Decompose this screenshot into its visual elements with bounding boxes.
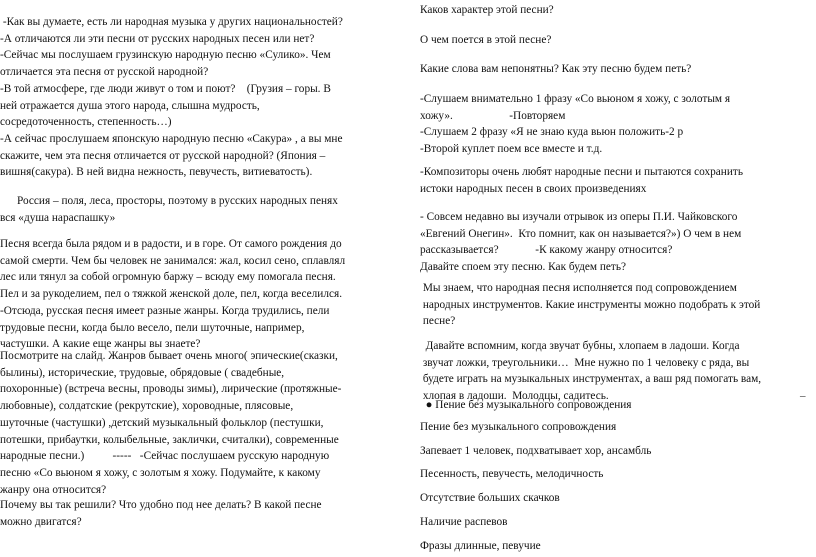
left-paragraph: [0, 348, 341, 498]
left-paragraph: [0, 236, 345, 353]
right-paragraph: [420, 209, 741, 276]
text-line: ● Пение без музыкального сопровождения: [420, 399, 632, 411]
text-line: частушки. А какие еще жанры вы знаете?: [0, 338, 201, 351]
text-line: самой смерти. Чем бы человек не занимался: жал, косил сено, сплавлял: [0, 254, 346, 267]
text-line: скажите, чем эта песня отличается от русской народной? (Япония –: [0, 149, 326, 162]
right-paragraph: [420, 91, 730, 158]
text-line: потешки, прибаутки, колыбельные, заклички, считалки), современные: [0, 433, 339, 446]
text-line: Мы знаем, что народная песня исполняется под сопровождением: [420, 282, 737, 294]
text-line: - Совсем недавно вы изучали отрывок из оперы П.И. Чайковского: [420, 211, 738, 223]
text-line: истоки народных песен в своих произведениях: [420, 182, 647, 195]
text-line: народные песни.) ----- -Сейчас послушаем русскую народную: [0, 450, 330, 463]
text-line: песню «Со вьюном я хожу, с золотым я хожу. Подумайте, к какому: [0, 466, 321, 479]
right-paragraph: [420, 338, 761, 405]
left-paragraph: [0, 14, 343, 181]
text-line: Песня всегда была рядом и в радости, и в горе. От самого рождения до: [0, 238, 342, 250]
text-line: отличается эта песня от русской народной?: [0, 66, 209, 79]
text-line: жанру она относится?: [0, 483, 107, 496]
text-line: -А отличаются ли эти песни от русских народных песен или нет?: [0, 32, 315, 45]
text-line: Давайте вспомним, когда звучат бубны, хлопаем в ладоши. Когда: [420, 340, 740, 352]
text-line: похоронные) (встреча весны, проводы зимы), лирические (протяжные-: [0, 383, 342, 396]
text-line: -Как вы думаете, есть ли народная музыка у других национальностей?: [0, 16, 343, 28]
text-line: Запевает 1 человек, подхватывает хор, ансамбль: [420, 445, 652, 457]
text-line: Песенность, певучесть, мелодичность: [420, 468, 604, 480]
right-paragraph: [420, 419, 616, 436]
right-paragraph: [420, 397, 632, 414]
left-paragraph: [0, 497, 322, 530]
text-line: хожу». -Повторяем: [420, 109, 566, 122]
right-paragraph: [420, 280, 760, 330]
right-paragraph: [420, 466, 603, 483]
right-paragraph: [420, 490, 560, 507]
text-line: -Слушаем внимательно 1 фразу «Со вьюном я хожу, с золотым я: [420, 93, 731, 105]
text-line: вся «душа нараспашку»: [0, 211, 116, 224]
text-line: Давайте споем эту песню. Как будем петь?: [420, 261, 627, 274]
text-line: Каков характер этой песни?: [420, 4, 554, 16]
text-line: Фразы длинные, певучие: [420, 540, 541, 552]
text-line: «Евгений Онегин». Кто помнит, как он называется?») О чем в нем: [420, 227, 742, 240]
text-line: песне?: [420, 315, 456, 328]
text-line: Пел и за рукоделием, пел о тяжкой женской доле, пел, когда веселился.: [0, 288, 343, 301]
text-line: звучат ложки, треугольники… Мне нужно по 1 человеку с ряда, вы: [420, 356, 750, 369]
dash-mark: _: [800, 386, 806, 398]
text-line: трудовые песни, когда было весело, пели шуточные, например,: [0, 321, 305, 334]
text-line: Посмотрите на слайд. Жанров бывает очень много( эпические(сказки,: [0, 350, 338, 362]
text-line: Пение без музыкального сопровождения: [420, 421, 617, 433]
text-line: -Слушаем 2 фразу «Я не знаю куда вьюн положить-2 р: [420, 126, 684, 139]
text-line: -А сейчас прослушаем японскую народную песню «Сакура» , а вы мне: [0, 132, 343, 145]
text-line: -Сейчас мы послушаем грузинскую народную песню «Сулико». Чем: [0, 49, 331, 62]
text-line: ней отражается душа этого народа, слышна мудрость,: [0, 99, 260, 112]
right-paragraph: [420, 164, 743, 197]
right-paragraph: [420, 514, 508, 531]
text-line: лес или тянул за собой огромную баржу – всюду ему помогала песня.: [0, 271, 336, 284]
text-line: сосредоточенность, степенность…): [0, 116, 172, 129]
text-line: -Композиторы очень любят народные песни и пытаются сохранить: [420, 166, 743, 178]
text-line: Отсутствие больших скачков: [420, 492, 560, 504]
text-line: рассказывается? -К какому жанру относится?: [420, 244, 673, 257]
text-line: -Отсюда, русская песня имеет разные жанры. Когда трудились, пели: [0, 304, 330, 317]
text-line: былины), исторические, трудовые, обрядовые ( свадебные,: [0, 366, 285, 379]
text-line: Какие слова вам непонятны? Как эту песню будем петь?: [420, 63, 692, 75]
text-line: шуточные (частушки) ,детский музыкальный фольклор (пестушки,: [0, 416, 324, 429]
right-paragraph: [420, 32, 551, 49]
left-paragraph: [0, 193, 338, 226]
text-line: Россия – поля, леса, просторы, поэтому в русских народных пенях: [0, 195, 338, 207]
right-paragraph: [420, 2, 554, 19]
text-line: любовные), солдатские (рекрутские), хороводные, плясовые,: [0, 400, 294, 413]
text-line: будете играть на музыкальных инструментах, а ваш ряд помогать вам,: [420, 373, 762, 386]
right-paragraph: [420, 443, 651, 460]
text-line: Почему вы так решили? Что удобно под нее делать? В какой песне: [0, 499, 322, 511]
text-line: Наличие распевов: [420, 516, 508, 528]
text-line: -В той атмосфере, где люди живут о том и поют? (Грузия – горы. В: [0, 82, 331, 95]
text-line: хлопая в ладоши. Молодцы, садитесь.: [420, 390, 609, 403]
right-paragraph: [420, 61, 691, 78]
text-line: вишня(сакура). В ней видна нежность, певучесть, витиеватость).: [0, 166, 313, 179]
text-line: можно двигатся?: [0, 515, 82, 528]
text-line: О чем поется в этой песне?: [420, 34, 552, 46]
text-line: -Второй куплет поем все вместе и т.д.: [420, 143, 603, 156]
text-line: народных инструментов. Какие инструменты можно подобрать к этой: [420, 298, 761, 311]
right-paragraph: [420, 538, 541, 555]
